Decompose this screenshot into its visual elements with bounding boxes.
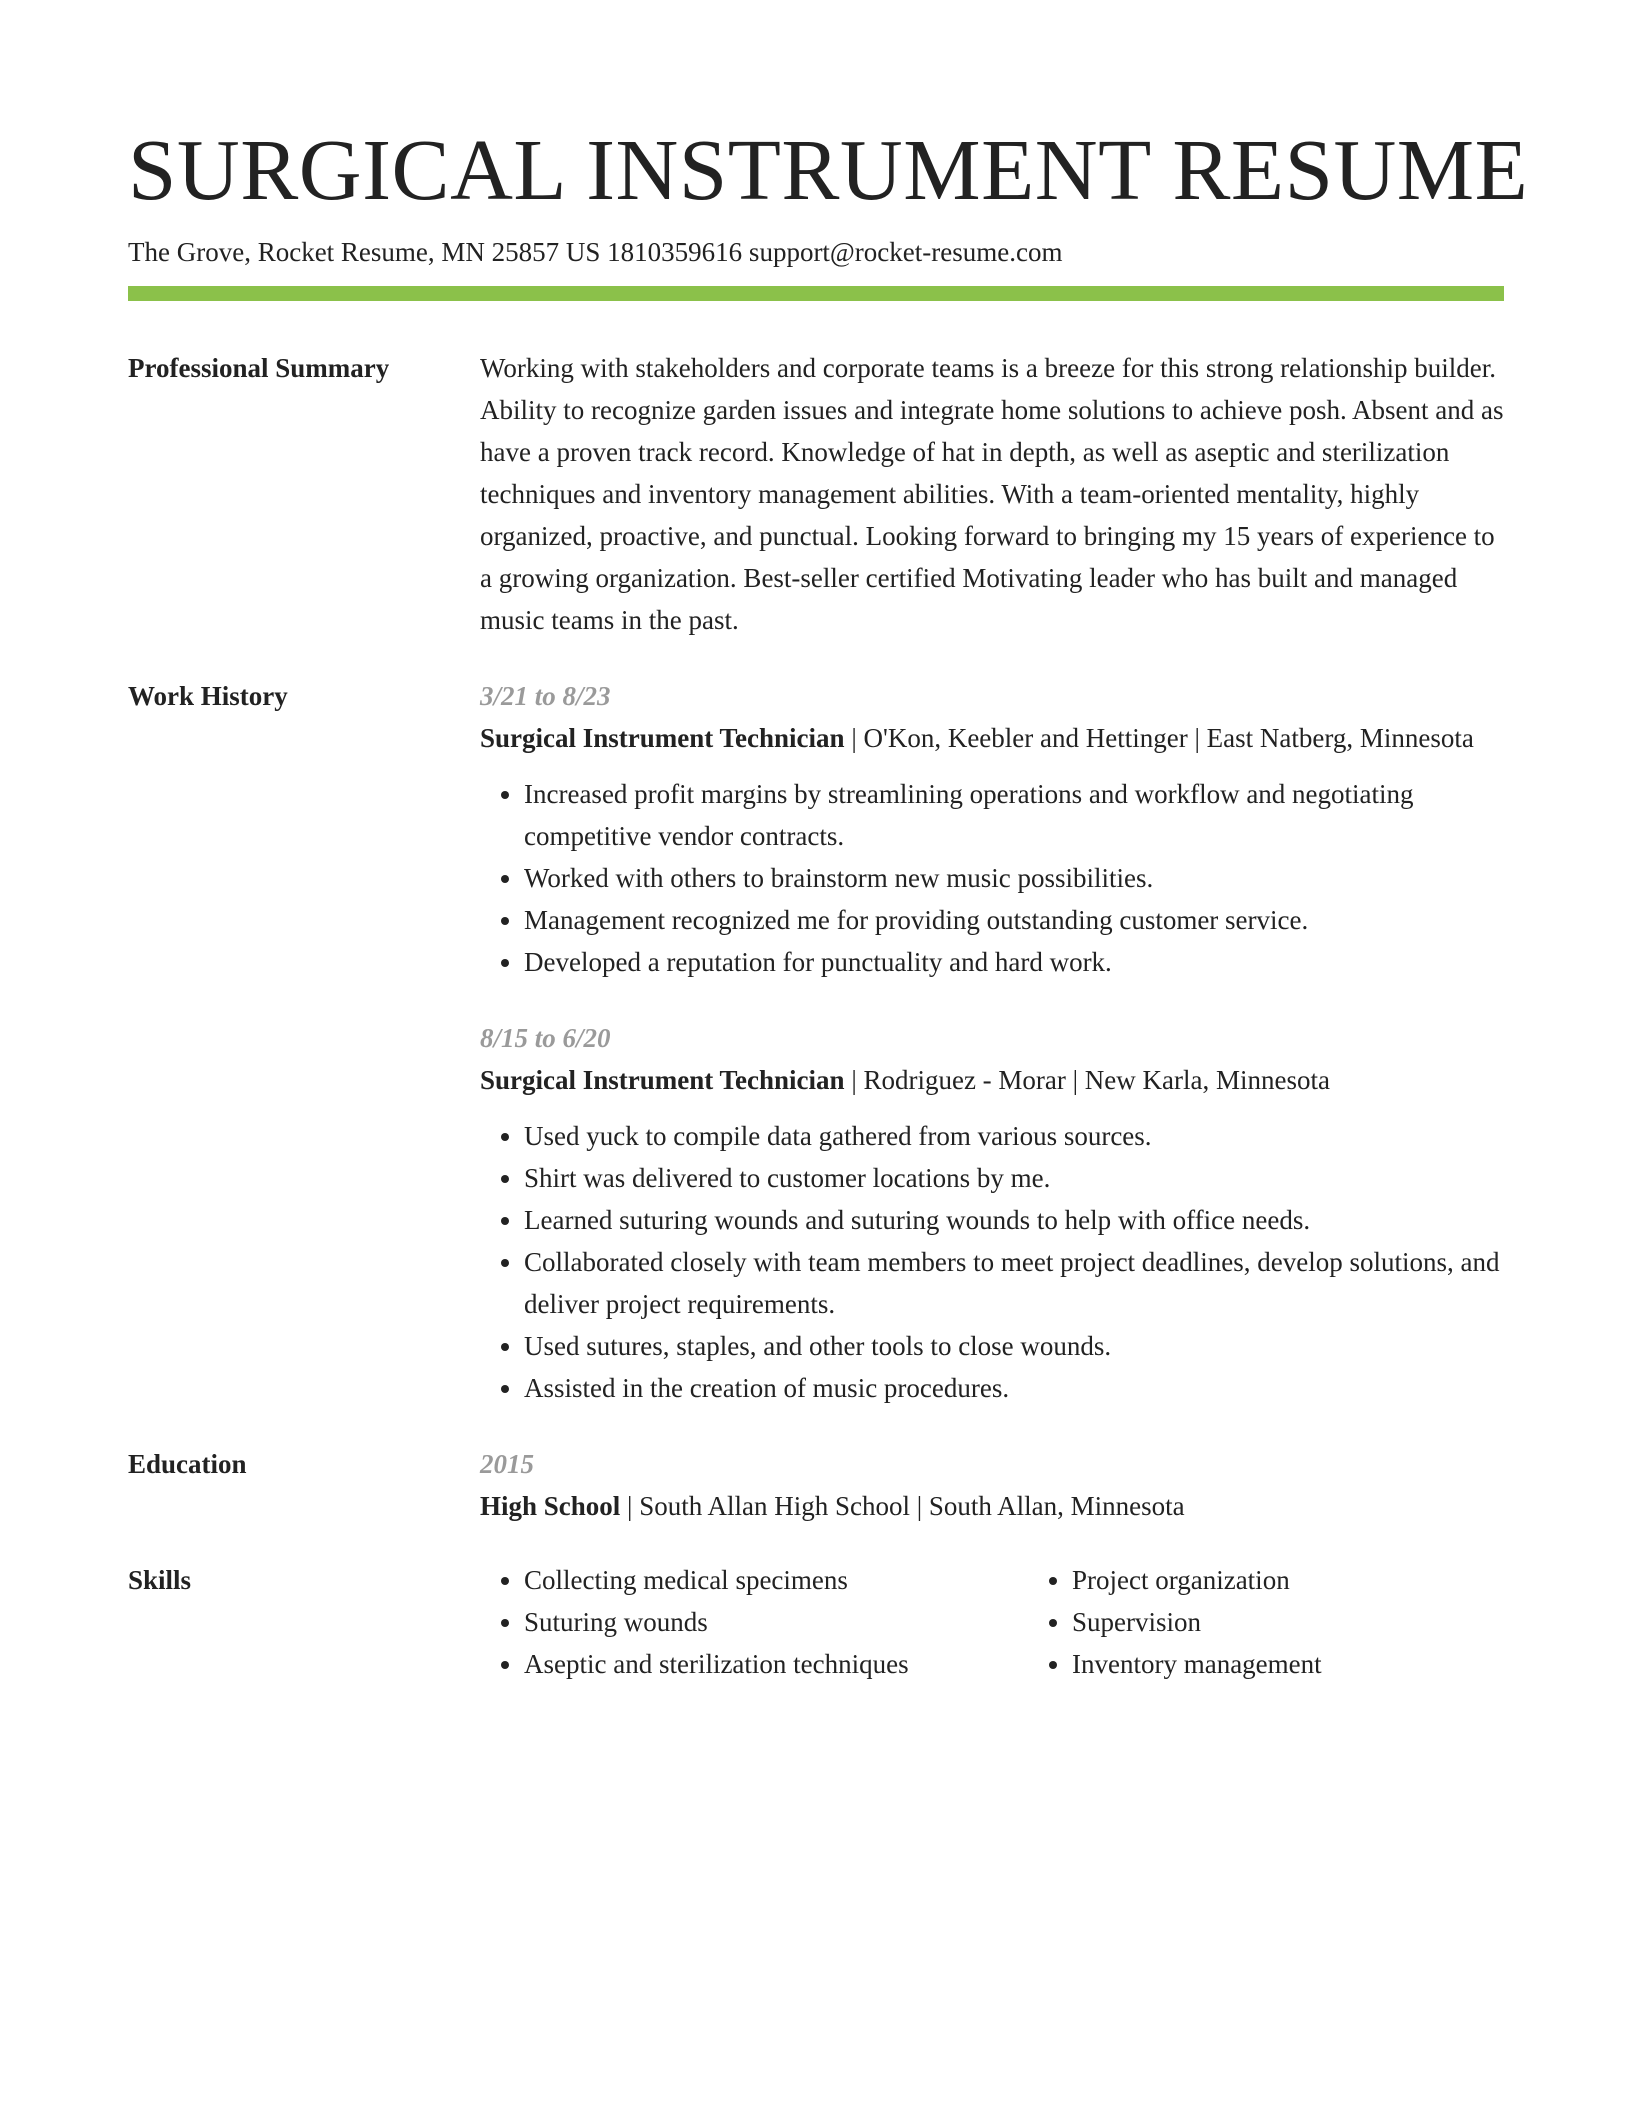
job-bullet: • Shirt was delivered to customer locations by me. xyxy=(524,1157,1504,1199)
work-history-content xyxy=(480,675,1504,1409)
job-dates: 3/21 to 8/23 xyxy=(480,681,611,711)
job-entry xyxy=(480,675,1504,983)
skills-content xyxy=(480,1559,1532,1685)
job-bullet: • Worked with others to brainstorm new music possibilities. xyxy=(524,857,1504,899)
header-divider xyxy=(128,286,1504,301)
job-entry xyxy=(480,1017,1504,1409)
resume-page xyxy=(128,118,1529,1685)
skill-item: • Inventory management xyxy=(1072,1643,1532,1685)
education-degree: High School xyxy=(480,1491,621,1521)
section-label-work-history: Work History xyxy=(128,681,288,711)
job-bullet: • Used yuck to compile data gathered from various sources. xyxy=(524,1115,1504,1157)
education-heading xyxy=(480,1485,1504,1527)
job-bullet: • Collaborated closely with team members to meet project deadlines, develop solutions, and deliver project requirements. xyxy=(524,1241,1504,1325)
section-label-education: Education xyxy=(128,1449,247,1479)
skill-item: • Project organization xyxy=(1072,1559,1532,1601)
job-bullet: • Learned suturing wounds and suturing wounds to help with office needs. xyxy=(524,1199,1504,1241)
education-details: | South Allan High School | South Allan, Minnesota xyxy=(620,1491,1185,1521)
skills-section xyxy=(128,1559,1504,1685)
job-title: Surgical Instrument Technician xyxy=(480,1065,845,1095)
job-bullet: • Management recognized me for providing outstanding customer service. xyxy=(524,899,1504,941)
job-bullet: • Assisted in the creation of music procedures. xyxy=(524,1367,1504,1409)
skills-column-2 xyxy=(1028,1559,1532,1685)
job-heading xyxy=(480,717,1504,759)
section-label-skills: Skills xyxy=(128,1565,192,1595)
job-title: Surgical Instrument Technician xyxy=(480,723,845,753)
skill-item: • Suturing wounds xyxy=(524,1601,1028,1643)
section-label-summary: Professional Summary xyxy=(128,353,390,383)
job-bullet: • Increased profit margins by streamlining operations and workflow and negotiating competitive vendor contracts. xyxy=(524,773,1504,857)
education-section xyxy=(128,1443,1504,1527)
resume-title: SURGICAL INSTRUMENT RESUME xyxy=(128,121,1529,218)
job-dates: 8/15 to 6/20 xyxy=(480,1023,611,1053)
job-bullets xyxy=(480,773,1504,983)
skill-item: • Collecting medical specimens xyxy=(524,1559,1028,1601)
job-details: | O'Kon, Keebler and Hettinger | East Natberg, Minnesota xyxy=(844,723,1474,753)
job-bullets xyxy=(480,1115,1504,1409)
work-history-section xyxy=(128,675,1504,1409)
education-content xyxy=(480,1443,1504,1527)
skills-column-1 xyxy=(480,1559,1028,1685)
education-year: 2015 xyxy=(480,1449,534,1479)
contact-line: The Grove, Rocket Resume, MN 25857 US 1810359616 support@rocket-resume.com xyxy=(128,237,1063,267)
job-bullet: • Used sutures, staples, and other tools to close wounds. xyxy=(524,1325,1504,1367)
skill-item: • Supervision xyxy=(1072,1601,1532,1643)
summary-section xyxy=(128,347,1504,641)
skill-item: • Aseptic and sterilization techniques xyxy=(524,1643,1028,1685)
summary-text: Working with stakeholders and corporate teams is a breeze for this strong relationship builder. Ability to recognize garden issues and integrate home solutions to achieve posh. Absent and as have a proven track record. Knowledge of hat in depth, as well as aseptic and sterilization techniques and inventory management abilities. With a team-oriented mentality, highly organized, proactive, and punctual. Looking forward to bringing my 15 years of experience to a growing organization. Best-seller certified Motivating leader who has built and managed music teams in the past. xyxy=(480,353,1504,635)
job-heading xyxy=(480,1059,1504,1101)
job-details: | Rodriguez - Morar | New Karla, Minnesota xyxy=(844,1065,1330,1095)
job-bullet: • Developed a reputation for punctuality and hard work. xyxy=(524,941,1504,983)
